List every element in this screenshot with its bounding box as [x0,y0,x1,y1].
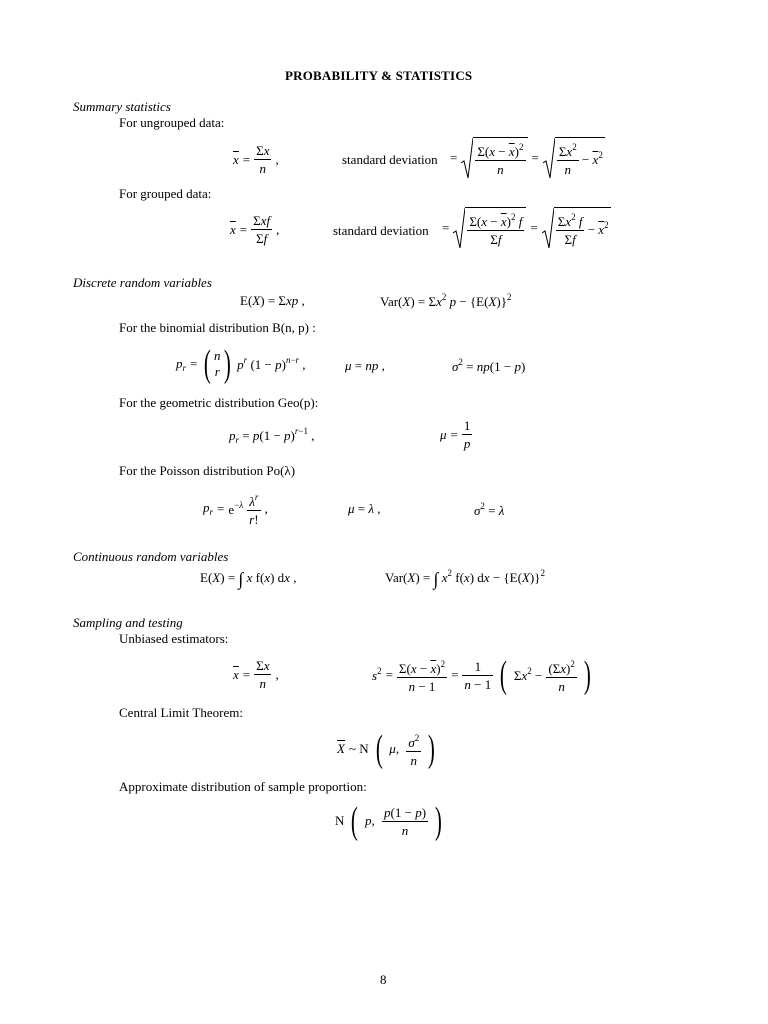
formula-sd-ungrouped: = $\frac{\Sigma(x - \overline{x})^2}{n}$ = $\frac{\Sigma x^2}{n}$ − $\overline{x}^2$ [450,137,605,179]
formula-mean-ungrouped: $\overline{x}$ = $\frac{\Sigma x}{n}$ , [233,143,279,176]
sd-label-ungrouped: standard deviation [342,152,438,167]
geometric-name: Geo(p): [277,395,319,410]
page-title: PROBABILITY & STATISTICS [285,68,473,83]
formula-poisson-variance: $\sigma^2 = \lambda$ [474,501,505,518]
binomial-name: B(n, p) : [272,320,316,335]
grouped-label: For grouped data: [119,186,212,201]
binomial-label: For the binomial distribution [119,320,269,335]
section-heading-discrete: Discrete random variables [73,275,212,290]
formula-poisson-pr: $p_r$ = $e^{-\lambda}$ $\frac{\lambda^r}{r!}$ , [203,492,268,527]
formula-expectation-discrete: E(X) = Σxp , [240,293,305,308]
section-heading-continuous: Continuous random variables [73,549,229,564]
formula-binomial-pr: $p_r$ = ( n r ) $p^r$ $(1 - p)^{n-r}$ , [176,343,306,385]
sd-label-grouped: standard deviation [333,223,429,238]
formula-poisson-mean: μ = λ , [348,501,381,516]
formula-mean-grouped: $\overline{x}$ = $\frac{\text{Σxf}}{\Sigma f}$ , [230,213,280,246]
formula-clt: $\overline{X}$ ~ N ( μ, $\frac{\sigma^2}{n}$ ) [337,728,436,770]
section-heading-sampling: Sampling and testing [73,615,183,630]
formula-binomial-variance: $\sigma^2 = np(1 - p)$ [452,357,526,374]
formula-geometric-mean: μ = $\frac{1}{p}$ [440,418,471,451]
formula-binomial-mean: μ = np , [345,358,385,373]
poisson-label-line [119,463,295,479]
clt-label: Central Limit Theorem: [119,705,243,720]
poisson-label: For the Poisson distribution [119,463,264,478]
formula-variance-continuous: Var(X) = ∫ $x^2$ f(x) dx − $\{E(X)\}^2$ [385,568,545,589]
formula-variance-discrete: $Var(X) = \Sigma x^2$ $p - \{E(X)\}^2$ [380,292,512,309]
geometric-label: For the geometric distribution [119,395,275,410]
geometric-label-line [119,395,318,411]
page-number: 8 [380,972,387,987]
proportion-label: Approximate distribution of sample proportion: [119,779,367,794]
formula-geometric-pr: $p_r = p(1 - p)^{r-1}$ , [229,426,315,445]
formula-unbiased-mean: $\overline{x}$ = $\frac{\Sigma x}{n}$ , [233,658,279,691]
unbiased-label: Unbiased estimators: [119,631,229,646]
poisson-name: Po(λ) [266,463,296,478]
binomial-label-line [119,320,316,336]
formula-sample-proportion: N ( p, $\frac{p(1 - p)}{n}$ ) [335,800,442,842]
formula-sd-grouped: = $\frac{\Sigma(x - \overline{x})^2 f}{\Sigma f}$ = $\frac{\Sigma x^2 f}{\Sigma f}$ − $\overline{x}^2$ [442,207,611,249]
formula-unbiased-variance: $s^2$ = $\frac{\Sigma(x - \overline{x})^2}{n - 1}$ = $\frac{1}{n - 1}$ ( $\Sigma x^2$ − $\frac{(\Sigma x)^2}{n}$ ) [372,654,591,696]
formula-expectation-continuous: E(X) = ∫ x f(x) dx , [200,569,297,589]
ungrouped-label: For ungrouped data: [119,115,225,130]
section-heading-summary: Summary statistics [73,99,171,114]
